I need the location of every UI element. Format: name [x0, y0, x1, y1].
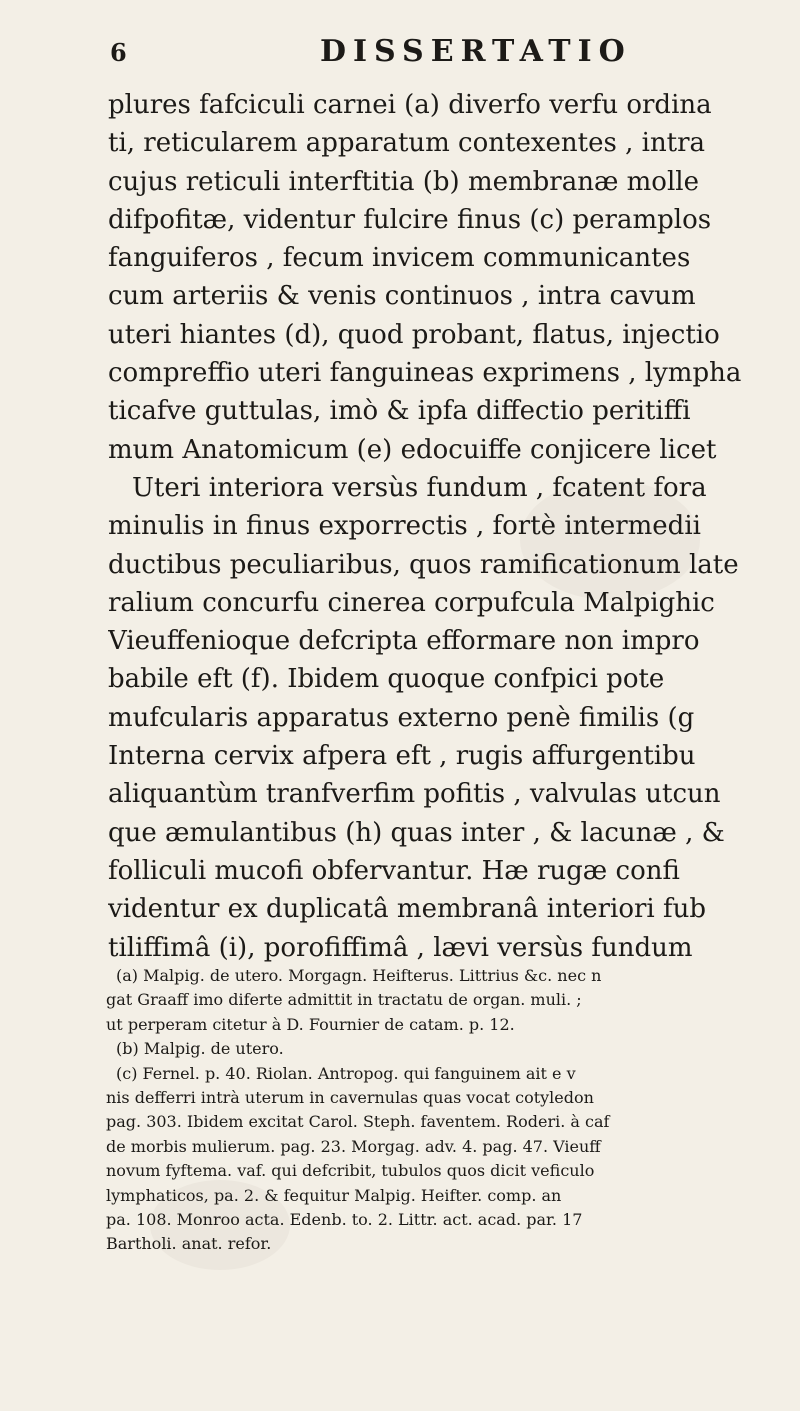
page-header — [110, 34, 800, 74]
footnote-line: nis defferri intrà uterum in cavernulas quas vocat cotyledon — [106, 1087, 594, 1107]
body-line: mum Anatomicum (e) edocuiffe conjicere licet — [108, 434, 717, 465]
page-number: 6 — [110, 38, 128, 67]
body-line: ductibus peculiaribus, quos ramificationum late — [108, 549, 739, 580]
body-line: Uteri interiora versùs fundum , fcatent fora — [132, 472, 707, 503]
body-line: difpofitæ, videntur fulcire finus (c) peramplos — [108, 204, 712, 235]
body-line: plures fafciculi carnei (a) diverfo verfu ordina — [108, 90, 712, 120]
body-line: ralium concurfu cinerea corpufcula Malpighic — [108, 587, 715, 618]
running-head: DISSERTATIO — [320, 34, 632, 69]
body-line: Interna cervix afpera eft , rugis affurgentibu — [108, 741, 696, 772]
body-line: ti, reticularem apparatum contexentes , intra — [108, 128, 706, 159]
body-line: mufcularis apparatus externo penè fimilis (g — [108, 702, 695, 733]
footnotes — [106, 964, 800, 1257]
body-line: Vieuffenioque defcripta efformare non impro — [108, 626, 700, 657]
body-line: que æmulantibus (h) quas inter , & lacunæ , & — [108, 817, 725, 848]
body-line: videntur ex duplicatâ membranâ interiori fub — [108, 894, 707, 925]
footnote-line: (a) Malpig. de utero. Morgagn. Heifterus. Littrius &c. nec n — [116, 966, 602, 985]
body-line: compreffio uteri fanguineas exprimens , lympha — [108, 358, 742, 389]
footnote-line: novum fyftema. vaf. qui defcribit, tubulos quos dicit veficulo — [106, 1161, 595, 1181]
body-line: tiliffimâ (i), porofiffimâ , lævi versùs fundum — [108, 932, 693, 963]
footnote-line: lymphaticos, pa. 2. & fequitur Malpig. Heifter. comp. an — [106, 1185, 562, 1205]
body-text — [108, 86, 800, 967]
body-line: aliquantùm tranfverfim pofitis , valvulas utcun — [108, 779, 721, 810]
footnote-line: Bartholi. anat. refor. — [106, 1234, 272, 1254]
footnote-line: (c) Fernel. p. 40. Riolan. Antropog. qui fanguinem ait e v — [116, 1063, 576, 1083]
body-line: uteri hiantes (d), quod probant, flatus, injectio — [108, 319, 720, 350]
footnote-line: pag. 303. Ibidem excitat Carol. Steph. faventem. Roderi. à caf — [106, 1112, 610, 1132]
body-line: cujus reticuli interftitia (b) membranæ molle — [108, 166, 699, 197]
body-line: babile eft (f). Ibidem quoque confpici pote — [108, 664, 665, 695]
body-line: ticafve guttulas, imò & ipfa diffectio peritiffi — [108, 396, 691, 427]
body-line: cum arteriis & venis continuos , intra cavum — [108, 281, 696, 312]
footnote-line: de morbis mulierum. pag. 23. Morgag. adv. 4. pag. 47. Vieuff — [106, 1136, 601, 1156]
footnote-line: pa. 108. Monroo acta. Edenb. to. 2. Littr. act. acad. par. 17 — [106, 1209, 583, 1229]
footnote-line: gat Graaff imo diferte admittit in tractatu de organ. muli. ; — [106, 990, 582, 1010]
body-line: folliculi mucofi obfervantur. Hæ rugæ confi — [108, 855, 680, 886]
body-line: fanguiferos , fecum invicem communicantes — [108, 243, 691, 274]
footnote-line: ut perperam citetur à D. Fournier de catam. p. 12. — [106, 1014, 515, 1034]
body-line: minulis in finus exporrectis , fortè intermedii — [108, 511, 701, 542]
footnote-line: (b) Malpig. de utero. — [116, 1039, 284, 1059]
